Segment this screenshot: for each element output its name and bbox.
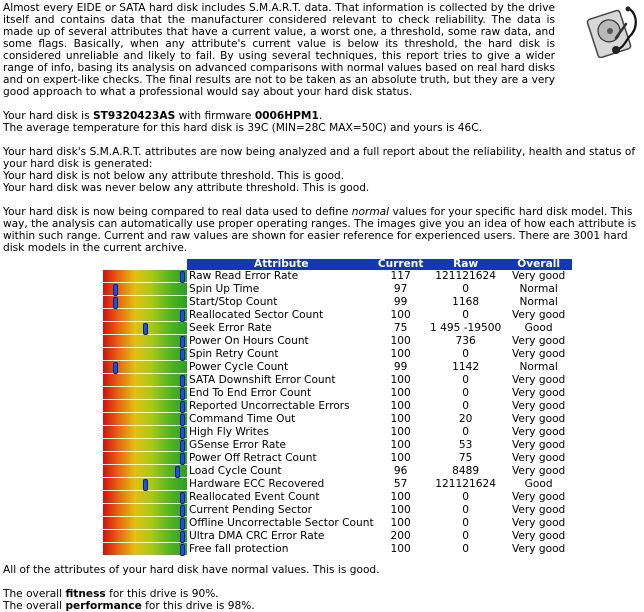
table-row [103, 530, 572, 543]
smart-attributes-table [103, 259, 572, 556]
attribute-current: 100 [390, 517, 411, 529]
attribute-overall: Very good [511, 517, 566, 529]
table-row [103, 335, 572, 348]
attribute-raw: 0 [462, 530, 469, 542]
attribute-raw: 0 [462, 491, 469, 503]
attribute-level-bar [103, 322, 187, 335]
attribute-name: Command Time Out [189, 413, 296, 425]
attribute-overall: Normal [519, 296, 558, 308]
disk-model: ST9320423AS [92, 110, 176, 122]
attribute-level-bar [103, 400, 187, 413]
attribute-level-marker [180, 271, 185, 283]
table-row [103, 517, 572, 530]
temperature-line: The average temperature for this hard disk is 39C (MIN=28C MAX=50C) and yours is 46C. [3, 122, 483, 134]
attribute-overall: Very good [511, 387, 566, 399]
attribute-raw: 1142 [452, 361, 480, 373]
table-row [103, 387, 572, 400]
attribute-overall: Normal [519, 361, 558, 373]
bar-column-header [103, 259, 187, 270]
attribute-overall: Very good [511, 465, 566, 477]
attribute-raw: 75 [458, 452, 473, 464]
attribute-name: GSense Error Rate [189, 439, 287, 451]
attribute-raw: 53 [458, 439, 473, 451]
attribute-raw: 0 [462, 387, 469, 399]
attribute-name: Power Cycle Count [189, 361, 289, 373]
attribute-name: Reported Uncorrectable Errors [189, 400, 350, 412]
attribute-level-marker [143, 479, 148, 491]
table-row [103, 283, 572, 296]
table-row [103, 361, 572, 374]
attribute-name: Offline Uncorrectable Sector Count [189, 517, 374, 529]
attribute-raw: 0 [462, 517, 469, 529]
comparison-block [3, 206, 641, 254]
attribute-raw: 121121624 [435, 478, 496, 490]
attribute-current: 57 [393, 478, 408, 490]
summary-block [3, 564, 641, 612]
attribute-name: Hardware ECC Recovered [189, 478, 325, 490]
attribute-overall: Very good [511, 270, 566, 283]
attribute-level-bar [103, 309, 187, 322]
table-row [103, 504, 572, 517]
attribute-level-bar [103, 478, 187, 491]
attribute-raw: 0 [462, 348, 469, 360]
table-row [103, 322, 572, 335]
disk-info [3, 110, 641, 134]
attribute-raw: 0 [462, 374, 469, 386]
attribute-level-bar [103, 361, 187, 374]
attribute-name: Reallocated Sector Count [189, 309, 324, 321]
table-row [103, 400, 572, 413]
attribute-raw: 0 [462, 400, 469, 412]
attribute-level-bar [103, 465, 187, 478]
attribute-current: 100 [390, 400, 411, 412]
intro-paragraph: Almost every EIDE or SATA hard disk includes S.M.A.R.T. data. That information is collected by the drive itself and contains data that the manufacturer considered relevant to check reliability. The data is made up of several attributes that have a current value, a worst one, a threshold, some raw data, and some flags. Basically, when any attribute's current value is below its threshold, the hard disk is considered unreliable and likely to fail. By using several techniques, this report tries to give a wider range of info, basing its analysis on advanced comparisons with normal values based on real hard disks and on expert-like checks. The final results are not to be taken as an absolute truth, but they are a very good approach to what a professional would say about your hard disk status. [3, 2, 555, 98]
attribute-overall: Very good [511, 530, 566, 542]
attribute-level-bar [103, 439, 187, 452]
attribute-overall: Very good [511, 309, 566, 321]
attribute-level-bar [103, 283, 187, 296]
table-row [103, 270, 572, 283]
attribute-raw: 8489 [452, 465, 480, 477]
attribute-current: 99 [393, 296, 408, 308]
attribute-level-marker [180, 544, 185, 556]
attribute-raw: 0 [462, 504, 469, 516]
attribute-level-bar [103, 426, 187, 439]
attribute-raw: 0 [462, 309, 469, 321]
attribute-name: Seek Error Rate [189, 322, 272, 334]
analysis-block [3, 146, 641, 194]
attribute-level-marker [143, 323, 148, 335]
attribute-current: 100 [390, 491, 411, 503]
disk-firmware: 0006HPM1 [254, 110, 319, 122]
table-row [103, 309, 572, 322]
attribute-name: High Fly Writes [189, 426, 269, 438]
attribute-overall: Good [524, 478, 553, 490]
attribute-level-marker [180, 440, 185, 452]
attribute-name: Spin Retry Count [189, 348, 279, 360]
attribute-name: Start/Stop Count [189, 296, 278, 308]
attribute-name: End To End Error Count [189, 387, 312, 399]
attribute-name: Free fall protection [189, 543, 289, 555]
attribute-raw: 0 [462, 283, 469, 295]
attribute-level-marker [175, 466, 180, 478]
attribute-level-bar [103, 335, 187, 348]
attribute-level-marker [113, 297, 118, 309]
attribute-name: Spin Up Time [189, 283, 260, 295]
attribute-current: 200 [390, 530, 411, 542]
attribute-raw: 736 [455, 335, 476, 347]
attribute-level-marker [180, 336, 185, 348]
attribute-level-marker [180, 427, 185, 439]
attribute-current: 100 [390, 543, 411, 555]
attribute-raw: 20 [458, 413, 473, 425]
attribute-current: 100 [390, 439, 411, 451]
attribute-raw: 1 495 -19500 [430, 322, 502, 334]
attribute-overall: Normal [519, 283, 558, 295]
attribute-overall: Very good [511, 374, 566, 386]
attribute-name: SATA Downshift Error Count [189, 374, 336, 386]
summary-normal-line: All of the attributes of your hard disk have normal values. This is good. [3, 564, 380, 576]
attribute-level-marker [180, 401, 185, 413]
attribute-level-bar [103, 452, 187, 465]
attribute-level-bar [103, 530, 187, 543]
attribute-name: Current Pending Sector [189, 504, 312, 516]
attribute-raw: 0 [462, 426, 469, 438]
attribute-overall: Very good [511, 543, 566, 555]
attribute-level-marker [180, 453, 185, 465]
attribute-raw: 0 [462, 543, 469, 555]
raw-column-header: Raw [426, 259, 506, 270]
attribute-level-bar [103, 517, 187, 530]
attribute-current: 100 [390, 413, 411, 425]
table-row [103, 478, 572, 491]
attribute-name: Load Cycle Count [189, 465, 282, 477]
table-row [103, 374, 572, 387]
disk-model-line: Your hard disk is ST9320423AS with firmware 0006HPM1. [3, 110, 323, 122]
attribute-level-bar [103, 374, 187, 387]
attribute-name: Power On Hours Count [189, 335, 309, 347]
attribute-name: Ultra DMA CRC Error Rate [189, 530, 325, 542]
attribute-current: 100 [390, 452, 411, 464]
attribute-level-marker [113, 362, 118, 374]
attribute-level-bar [103, 387, 187, 400]
fitness-line: The overall fitness for this drive is 90%. [3, 588, 219, 600]
attribute-current: 100 [390, 504, 411, 516]
attribute-overall: Good [524, 322, 553, 334]
table-row [103, 439, 572, 452]
attribute-current: 117 [390, 270, 411, 283]
attribute-level-bar [103, 348, 187, 361]
attribute-level-marker [180, 531, 185, 543]
attribute-current: 100 [390, 387, 411, 399]
attribute-name: Reallocated Event Count [189, 491, 320, 503]
table-row [103, 491, 572, 504]
attribute-level-bar [103, 270, 187, 283]
attribute-current: 100 [390, 374, 411, 386]
attribute-current: 100 [390, 309, 411, 321]
attribute-level-bar [103, 296, 187, 309]
attribute-overall: Very good [511, 439, 566, 451]
attribute-level-bar [103, 491, 187, 504]
attribute-level-bar [103, 413, 187, 426]
hard-disk-stethoscope-icon [586, 4, 640, 58]
attribute-level-bar [103, 543, 187, 556]
attribute-overall: Very good [511, 426, 566, 438]
attribute-level-marker [180, 349, 185, 361]
attribute-level-marker [180, 375, 185, 387]
comparison-paragraph: Your hard disk is now being compared to real data used to define normal values for your specific hard disk model. This way, the analysis can automatically use proper operating ranges. The images give you an idea of how each attribute is within such range. Current and raw values are shown for easier reference for experienced users. There are 3001 hard disk models in the current archive. [3, 206, 637, 254]
attribute-level-marker [180, 388, 185, 400]
table-row [103, 413, 572, 426]
attribute-overall: Very good [511, 348, 566, 360]
attribute-column-header: Attribute [187, 259, 376, 270]
table-row [103, 348, 572, 361]
overall-column-header: Overall [506, 259, 572, 270]
attribute-level-marker [180, 505, 185, 517]
attribute-current: 100 [390, 426, 411, 438]
table-row [103, 452, 572, 465]
attribute-overall: Very good [511, 413, 566, 425]
attribute-overall: Very good [511, 491, 566, 503]
attribute-raw: 121121624 [435, 270, 496, 283]
attribute-overall: Very good [511, 400, 566, 412]
table-row [103, 296, 572, 309]
attribute-level-bar [103, 504, 187, 517]
smart-table-body [103, 270, 572, 556]
attribute-current: 99 [393, 361, 408, 373]
current-column-header: Current [376, 259, 426, 270]
attribute-name: Raw Read Error Rate [189, 270, 299, 283]
attribute-level-marker [113, 284, 118, 296]
attribute-current: 100 [390, 335, 411, 347]
attribute-level-marker [180, 492, 185, 504]
attribute-current: 75 [393, 322, 408, 334]
table-row [103, 543, 572, 556]
analysis-line-2: Your hard disk is not below any attribute threshold. This is good. [3, 170, 345, 182]
attribute-current: 96 [393, 465, 408, 477]
analysis-line-1: Your hard disk's S.M.A.R.T. attributes are now being analyzed and a full report about the reliability, health and status of your hard disk is generated: [3, 146, 636, 170]
performance-line: The overall performance for this drive is 98%. [3, 600, 255, 612]
attribute-overall: Very good [511, 452, 566, 464]
analysis-line-3: Your hard disk was never below any attribute threshold. This is good. [3, 182, 370, 194]
attribute-level-marker [180, 518, 185, 530]
attribute-raw: 1168 [452, 296, 480, 308]
attribute-current: 100 [390, 348, 411, 360]
attribute-level-marker [180, 414, 185, 426]
table-row [103, 426, 572, 439]
attribute-name: Power Off Retract Count [189, 452, 317, 464]
attribute-current: 97 [393, 283, 408, 295]
attribute-overall: Very good [511, 504, 566, 516]
attribute-level-marker [180, 310, 185, 322]
attribute-overall: Very good [511, 335, 566, 347]
table-header-row [103, 259, 572, 270]
table-row [103, 465, 572, 478]
